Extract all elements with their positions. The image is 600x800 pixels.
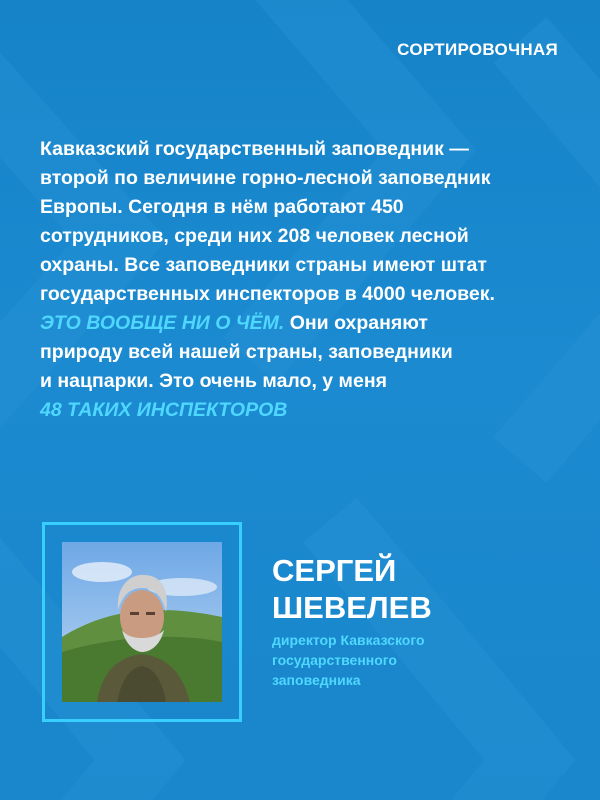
quote-line	[40, 396, 560, 425]
portrait-frame	[42, 522, 242, 722]
portrait-photo	[62, 542, 222, 702]
quote-line: и нацпарки. Это очень мало, у меня	[40, 370, 387, 392]
person-name-last: ШЕВЕЛЕВ	[272, 590, 432, 625]
person-name	[272, 552, 432, 626]
quote-line: Кавказский государственный заповедник —	[40, 138, 469, 160]
person-role-line: заповедника	[272, 672, 361, 688]
quote-highlight: ЭТО ВООБЩЕ НИ О ЧЁМ.	[40, 312, 285, 334]
quote-line-tail: Они охраняют	[284, 312, 428, 334]
person-name-first: СЕРГЕЙ	[272, 553, 397, 588]
quote-line: Европы. Сегодня в нём работают 450	[40, 196, 404, 218]
quote-line	[40, 309, 560, 338]
quote-line: государственных инспекторов в 4000 человек.	[40, 283, 495, 305]
brand-logo-text: СОРТИРОВОЧНАЯ	[397, 40, 558, 59]
quote-line: сотрудников, среди них 208 человек лесной	[40, 225, 469, 247]
quote-highlight: 48 ТАКИХ ИНСПЕКТОРОВ	[40, 399, 288, 421]
quote-line: второй по величине горно-лесной заповедник	[40, 167, 491, 189]
person-role-line: государственного	[272, 652, 397, 668]
person-role	[272, 630, 532, 690]
quote-line: природу всей нашей страны, заповедники	[40, 341, 453, 363]
quote-line: охраны. Все заповедники страны имеют штат	[40, 254, 487, 276]
person-role-line: директор Кавказского	[272, 632, 425, 648]
quote-text	[40, 135, 560, 425]
